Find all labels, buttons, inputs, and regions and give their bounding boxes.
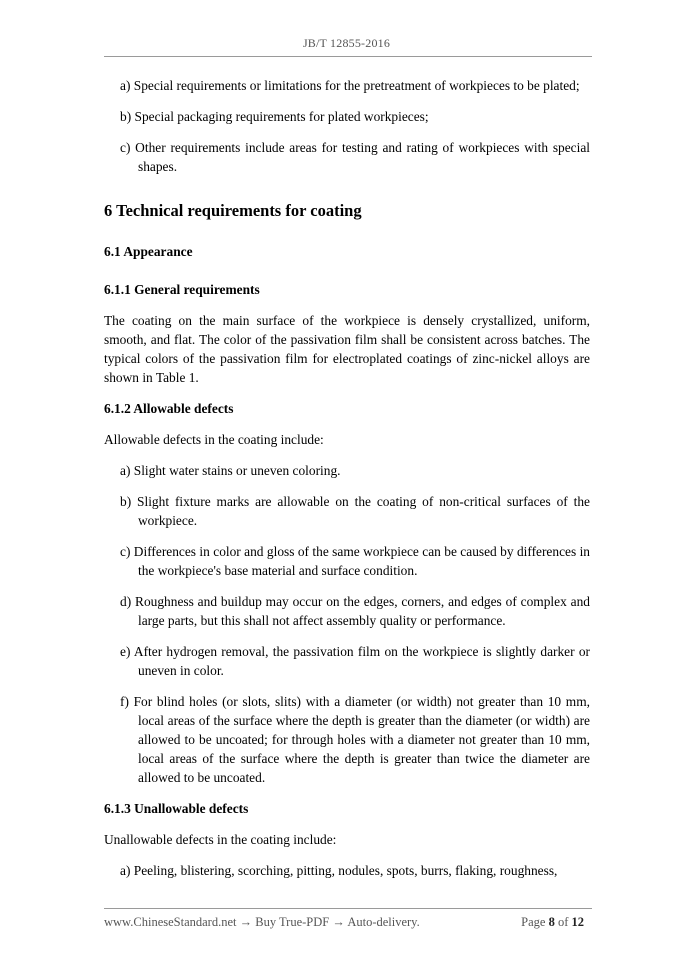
clause-heading: 6.1.1 General requirements: [104, 282, 260, 297]
list-item: f) For blind holes (or slots, slits) with a diameter (or width) not greater than 10 mm, local areas of the surface where the depth is greater than the diameter (or width) are allowed to be uncoated; for through holes with a diameter not greater than 10 mm, local areas of the surface where the depth is greater than twice the diameter are allowed to be uncoated.: [120, 694, 590, 785]
arrow-right-icon: →: [239, 915, 253, 929]
list-item: c) Differences in color and gloss of the same workpiece can be caused by differences in the workpiece's base material and surface condition.: [120, 544, 590, 578]
arrow-right-icon: →: [332, 915, 345, 929]
chinese-standard-link[interactable]: www.ChineseStandard.net: [104, 915, 237, 929]
auto-delivery-text: Auto-delivery.: [347, 915, 420, 929]
header-divider: [104, 56, 592, 57]
current-page-number: 8: [548, 915, 555, 929]
list-item: e) After hydrogen removal, the passivation film on the workpiece is slightly darker or uneven in color.: [120, 644, 590, 678]
page-number: [521, 915, 584, 930]
list-item: a) Peeling, blistering, scorching, pitting, nodules, spots, burrs, flaking, roughness,: [120, 863, 558, 878]
list-item: b) Slight fixture marks are allowable on the coating of non-critical surfaces of the workpiece.: [120, 494, 590, 528]
list-item: d) Roughness and buildup may occur on the edges, corners, and edges of complex and large parts, but this shall not affect assembly quality or performance.: [120, 594, 590, 628]
body-paragraph: The coating on the main surface of the workpiece is densely crystallized, uniform, smooth, and flat. The color of the passivation film shall be consistent across batches. The typical colors of the passivation film for electroplated coatings of zinc-nickel alloys are shown in Table 1.: [104, 313, 590, 385]
of-label: of: [557, 915, 569, 929]
total-page-number: 12: [571, 915, 584, 929]
list-item: a) Slight water stains or uneven coloring.: [120, 463, 341, 478]
page-content: [104, 66, 590, 892]
subsection-heading: 6.1 Appearance: [104, 244, 193, 259]
clause-heading: 6.1.3 Unallowable defects: [104, 801, 249, 816]
buy-true-pdf-link[interactable]: Buy True-PDF: [255, 915, 330, 929]
section-heading: 6 Technical requirements for coating: [104, 201, 362, 220]
list-item: b) Special packaging requirements for plated workpieces;: [120, 109, 429, 124]
document-id-header: JB/T 12855-2016: [302, 36, 391, 50]
page-label: Page: [521, 915, 546, 929]
clause-heading: 6.1.2 Allowable defects: [104, 401, 234, 416]
list-item: c) Other requirements include areas for testing and rating of workpieces with special shapes.: [120, 140, 590, 174]
intro-paragraph: Allowable defects in the coating include:: [104, 432, 324, 447]
list-item: a) Special requirements or limitations for the pretreatment of workpieces to be plated;: [120, 78, 580, 93]
intro-paragraph: Unallowable defects in the coating include:: [104, 832, 337, 847]
footer-divider: [104, 908, 592, 909]
footer-promo: [104, 915, 420, 930]
